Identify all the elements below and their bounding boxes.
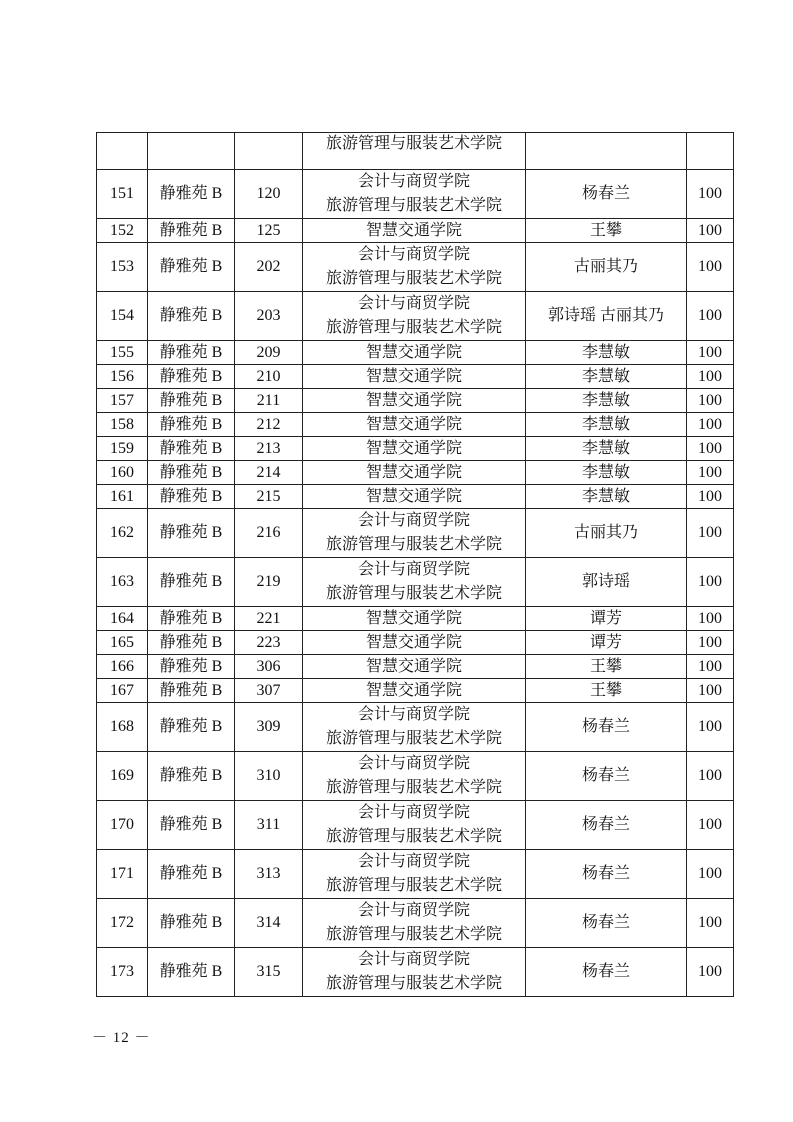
building-cell: 静雅苑 B xyxy=(148,219,235,243)
building-cell: 静雅苑 B xyxy=(148,655,235,679)
college-name: 智慧交通学院 xyxy=(365,344,462,361)
person-in-charge-cell xyxy=(526,133,687,170)
college-cell xyxy=(303,558,526,607)
room-number-cell: 125 xyxy=(235,219,303,243)
room-number-cell: 211 xyxy=(235,389,303,413)
building-cell: 静雅苑 B xyxy=(148,607,235,631)
row-index-cell: 169 xyxy=(97,752,148,801)
college-name: 旅游管理与服装艺术学院 xyxy=(325,197,502,214)
college-cell xyxy=(303,801,526,850)
person-in-charge-cell: 杨春兰 xyxy=(526,850,687,899)
college-cell xyxy=(303,341,526,365)
table-row xyxy=(97,485,734,509)
table-row xyxy=(97,461,734,485)
room-number-cell: 120 xyxy=(235,170,303,219)
room-number-cell xyxy=(235,133,303,170)
table-row xyxy=(97,509,734,558)
score-cell: 100 xyxy=(687,948,734,997)
college-name: 智慧交通学院 xyxy=(365,488,462,505)
room-number-cell: 309 xyxy=(235,703,303,752)
table-row xyxy=(97,631,734,655)
college-name: 会计与商贸学院 xyxy=(357,853,470,870)
room-number-cell: 313 xyxy=(235,850,303,899)
college-cell xyxy=(303,365,526,389)
person-in-charge-cell: 谭芳 xyxy=(526,631,687,655)
college-name: 智慧交通学院 xyxy=(365,610,462,627)
person-in-charge-cell: 古丽其乃 xyxy=(526,243,687,292)
person-in-charge-cell: 杨春兰 xyxy=(526,801,687,850)
building-cell: 静雅苑 B xyxy=(148,899,235,948)
score-cell: 100 xyxy=(687,703,734,752)
college-cell xyxy=(303,437,526,461)
building-cell: 静雅苑 B xyxy=(148,170,235,219)
room-number-cell: 311 xyxy=(235,801,303,850)
building-cell: 静雅苑 B xyxy=(148,631,235,655)
score-cell: 100 xyxy=(687,558,734,607)
college-name: 智慧交通学院 xyxy=(365,464,462,481)
row-index-cell: 151 xyxy=(97,170,148,219)
person-in-charge-cell: 杨春兰 xyxy=(526,899,687,948)
person-in-charge-cell: 杨春兰 xyxy=(526,170,687,219)
room-number-cell: 219 xyxy=(235,558,303,607)
score-cell: 100 xyxy=(687,655,734,679)
building-cell: 静雅苑 B xyxy=(148,850,235,899)
row-index-cell: 162 xyxy=(97,509,148,558)
dormitory-inspection-table xyxy=(96,132,734,997)
building-cell: 静雅苑 B xyxy=(148,341,235,365)
building-cell: 静雅苑 B xyxy=(148,509,235,558)
table-row xyxy=(97,219,734,243)
row-index-cell: 163 xyxy=(97,558,148,607)
college-name: 旅游管理与服装艺术学院 xyxy=(325,975,502,992)
building-cell: 静雅苑 B xyxy=(148,461,235,485)
row-index-cell: 154 xyxy=(97,292,148,341)
college-name: 旅游管理与服装艺术学院 xyxy=(325,877,502,894)
score-cell: 100 xyxy=(687,292,734,341)
building-cell: 静雅苑 B xyxy=(148,389,235,413)
row-index-cell: 158 xyxy=(97,413,148,437)
college-cell xyxy=(303,389,526,413)
college-name: 智慧交通学院 xyxy=(365,222,462,239)
score-cell: 100 xyxy=(687,850,734,899)
table-row xyxy=(97,413,734,437)
person-in-charge-cell: 谭芳 xyxy=(526,607,687,631)
college-name: 会计与商贸学院 xyxy=(357,295,470,312)
building-cell xyxy=(148,133,235,170)
building-cell: 静雅苑 B xyxy=(148,485,235,509)
row-index-cell: 161 xyxy=(97,485,148,509)
room-number-cell: 214 xyxy=(235,461,303,485)
table-row xyxy=(97,389,734,413)
college-name: 会计与商贸学院 xyxy=(357,512,470,529)
table-row xyxy=(97,437,734,461)
college-cell xyxy=(303,292,526,341)
row-index-cell: 164 xyxy=(97,607,148,631)
room-number-cell: 216 xyxy=(235,509,303,558)
score-cell: 100 xyxy=(687,389,734,413)
college-name: 智慧交通学院 xyxy=(365,682,462,699)
room-number-cell: 212 xyxy=(235,413,303,437)
college-name: 智慧交通学院 xyxy=(365,416,462,433)
table-row xyxy=(97,292,734,341)
person-in-charge-cell: 杨春兰 xyxy=(526,703,687,752)
building-cell: 静雅苑 B xyxy=(148,365,235,389)
row-index-cell: 173 xyxy=(97,948,148,997)
table-row xyxy=(97,558,734,607)
score-cell: 100 xyxy=(687,461,734,485)
table-row xyxy=(97,170,734,219)
college-cell xyxy=(303,850,526,899)
table-row xyxy=(97,243,734,292)
person-in-charge-cell: 李慧敏 xyxy=(526,413,687,437)
score-cell: 100 xyxy=(687,219,734,243)
room-number-cell: 307 xyxy=(235,679,303,703)
room-number-cell: 213 xyxy=(235,437,303,461)
table-row xyxy=(97,655,734,679)
college-name: 智慧交通学院 xyxy=(365,658,462,675)
row-index-cell: 153 xyxy=(97,243,148,292)
building-cell: 静雅苑 B xyxy=(148,752,235,801)
row-index-cell: 171 xyxy=(97,850,148,899)
college-name: 智慧交通学院 xyxy=(365,368,462,385)
college-name: 旅游管理与服装艺术学院 xyxy=(325,926,502,943)
college-name: 智慧交通学院 xyxy=(365,634,462,651)
college-cell xyxy=(303,607,526,631)
table-row xyxy=(97,679,734,703)
score-cell: 100 xyxy=(687,413,734,437)
college-name: 会计与商贸学院 xyxy=(357,561,470,578)
row-index-cell: 170 xyxy=(97,801,148,850)
college-cell xyxy=(303,948,526,997)
table-row xyxy=(97,133,734,170)
college-cell xyxy=(303,413,526,437)
building-cell: 静雅苑 B xyxy=(148,801,235,850)
college-cell xyxy=(303,679,526,703)
row-index-cell: 159 xyxy=(97,437,148,461)
person-in-charge-cell: 李慧敏 xyxy=(526,485,687,509)
score-cell xyxy=(687,133,734,170)
college-cell xyxy=(303,655,526,679)
college-name: 旅游管理与服装艺术学院 xyxy=(325,730,502,747)
college-cell xyxy=(303,133,526,170)
building-cell: 静雅苑 B xyxy=(148,558,235,607)
room-number-cell: 221 xyxy=(235,607,303,631)
row-index-cell: 172 xyxy=(97,899,148,948)
college-cell xyxy=(303,509,526,558)
table-row xyxy=(97,365,734,389)
score-cell: 100 xyxy=(687,170,734,219)
person-in-charge-cell: 杨春兰 xyxy=(526,948,687,997)
row-index-cell: 167 xyxy=(97,679,148,703)
college-name: 旅游管理与服装艺术学院 xyxy=(325,585,502,602)
person-in-charge-cell: 李慧敏 xyxy=(526,365,687,389)
college-cell xyxy=(303,219,526,243)
room-number-cell: 209 xyxy=(235,341,303,365)
college-name: 旅游管理与服装艺术学院 xyxy=(325,270,502,287)
room-number-cell: 223 xyxy=(235,631,303,655)
page-number: － 12 － xyxy=(92,1030,151,1046)
college-cell xyxy=(303,461,526,485)
room-number-cell: 202 xyxy=(235,243,303,292)
score-cell: 100 xyxy=(687,485,734,509)
college-name: 会计与商贸学院 xyxy=(357,706,470,723)
row-index-cell: 152 xyxy=(97,219,148,243)
room-number-cell: 314 xyxy=(235,899,303,948)
person-in-charge-cell: 郭诗瑶 xyxy=(526,558,687,607)
person-in-charge-cell: 杨春兰 xyxy=(526,752,687,801)
building-cell: 静雅苑 B xyxy=(148,948,235,997)
college-name: 会计与商贸学院 xyxy=(357,246,470,263)
person-in-charge-cell: 郭诗瑶 古丽其乃 xyxy=(526,292,687,341)
score-cell: 100 xyxy=(687,607,734,631)
table-row xyxy=(97,801,734,850)
row-index-cell: 155 xyxy=(97,341,148,365)
table-row xyxy=(97,899,734,948)
building-cell: 静雅苑 B xyxy=(148,703,235,752)
college-cell xyxy=(303,170,526,219)
table-row xyxy=(97,850,734,899)
table-body xyxy=(97,133,734,997)
room-number-cell: 306 xyxy=(235,655,303,679)
college-name: 旅游管理与服装艺术学院 xyxy=(325,828,502,845)
college-name: 旅游管理与服装艺术学院 xyxy=(325,536,502,553)
score-cell: 100 xyxy=(687,801,734,850)
score-cell: 100 xyxy=(687,243,734,292)
college-cell xyxy=(303,485,526,509)
table-row xyxy=(97,341,734,365)
row-index-cell: 160 xyxy=(97,461,148,485)
row-index-cell: 165 xyxy=(97,631,148,655)
college-cell xyxy=(303,899,526,948)
table-row xyxy=(97,948,734,997)
score-cell: 100 xyxy=(687,631,734,655)
row-index-cell: 168 xyxy=(97,703,148,752)
person-in-charge-cell: 李慧敏 xyxy=(526,437,687,461)
building-cell: 静雅苑 B xyxy=(148,243,235,292)
score-cell: 100 xyxy=(687,509,734,558)
table-row xyxy=(97,703,734,752)
college-name: 会计与商贸学院 xyxy=(357,951,470,968)
score-cell: 100 xyxy=(687,437,734,461)
score-cell: 100 xyxy=(687,679,734,703)
building-cell: 静雅苑 B xyxy=(148,413,235,437)
college-name: 会计与商贸学院 xyxy=(357,804,470,821)
college-name: 会计与商贸学院 xyxy=(357,902,470,919)
college-name: 旅游管理与服装艺术学院 xyxy=(325,779,502,796)
college-cell xyxy=(303,752,526,801)
score-cell: 100 xyxy=(687,752,734,801)
room-number-cell: 203 xyxy=(235,292,303,341)
score-cell: 100 xyxy=(687,365,734,389)
row-index-cell: 156 xyxy=(97,365,148,389)
room-number-cell: 215 xyxy=(235,485,303,509)
person-in-charge-cell: 李慧敏 xyxy=(526,341,687,365)
building-cell: 静雅苑 B xyxy=(148,292,235,341)
person-in-charge-cell: 李慧敏 xyxy=(526,389,687,413)
college-name: 会计与商贸学院 xyxy=(357,755,470,772)
score-cell: 100 xyxy=(687,341,734,365)
room-number-cell: 310 xyxy=(235,752,303,801)
room-number-cell: 210 xyxy=(235,365,303,389)
college-name: 旅游管理与服装艺术学院 xyxy=(325,135,502,152)
college-name: 会计与商贸学院 xyxy=(357,173,470,190)
table-row xyxy=(97,752,734,801)
college-name: 智慧交通学院 xyxy=(365,392,462,409)
row-index-cell: 166 xyxy=(97,655,148,679)
person-in-charge-cell: 王攀 xyxy=(526,219,687,243)
table-row xyxy=(97,607,734,631)
college-name: 智慧交通学院 xyxy=(365,440,462,457)
person-in-charge-cell: 王攀 xyxy=(526,655,687,679)
building-cell: 静雅苑 B xyxy=(148,437,235,461)
person-in-charge-cell: 古丽其乃 xyxy=(526,509,687,558)
score-cell: 100 xyxy=(687,899,734,948)
college-cell xyxy=(303,631,526,655)
building-cell: 静雅苑 B xyxy=(148,679,235,703)
college-cell xyxy=(303,243,526,292)
college-name: 旅游管理与服装艺术学院 xyxy=(325,319,502,336)
room-number-cell: 315 xyxy=(235,948,303,997)
person-in-charge-cell: 王攀 xyxy=(526,679,687,703)
college-cell xyxy=(303,703,526,752)
row-index-cell xyxy=(97,133,148,170)
person-in-charge-cell: 李慧敏 xyxy=(526,461,687,485)
row-index-cell: 157 xyxy=(97,389,148,413)
